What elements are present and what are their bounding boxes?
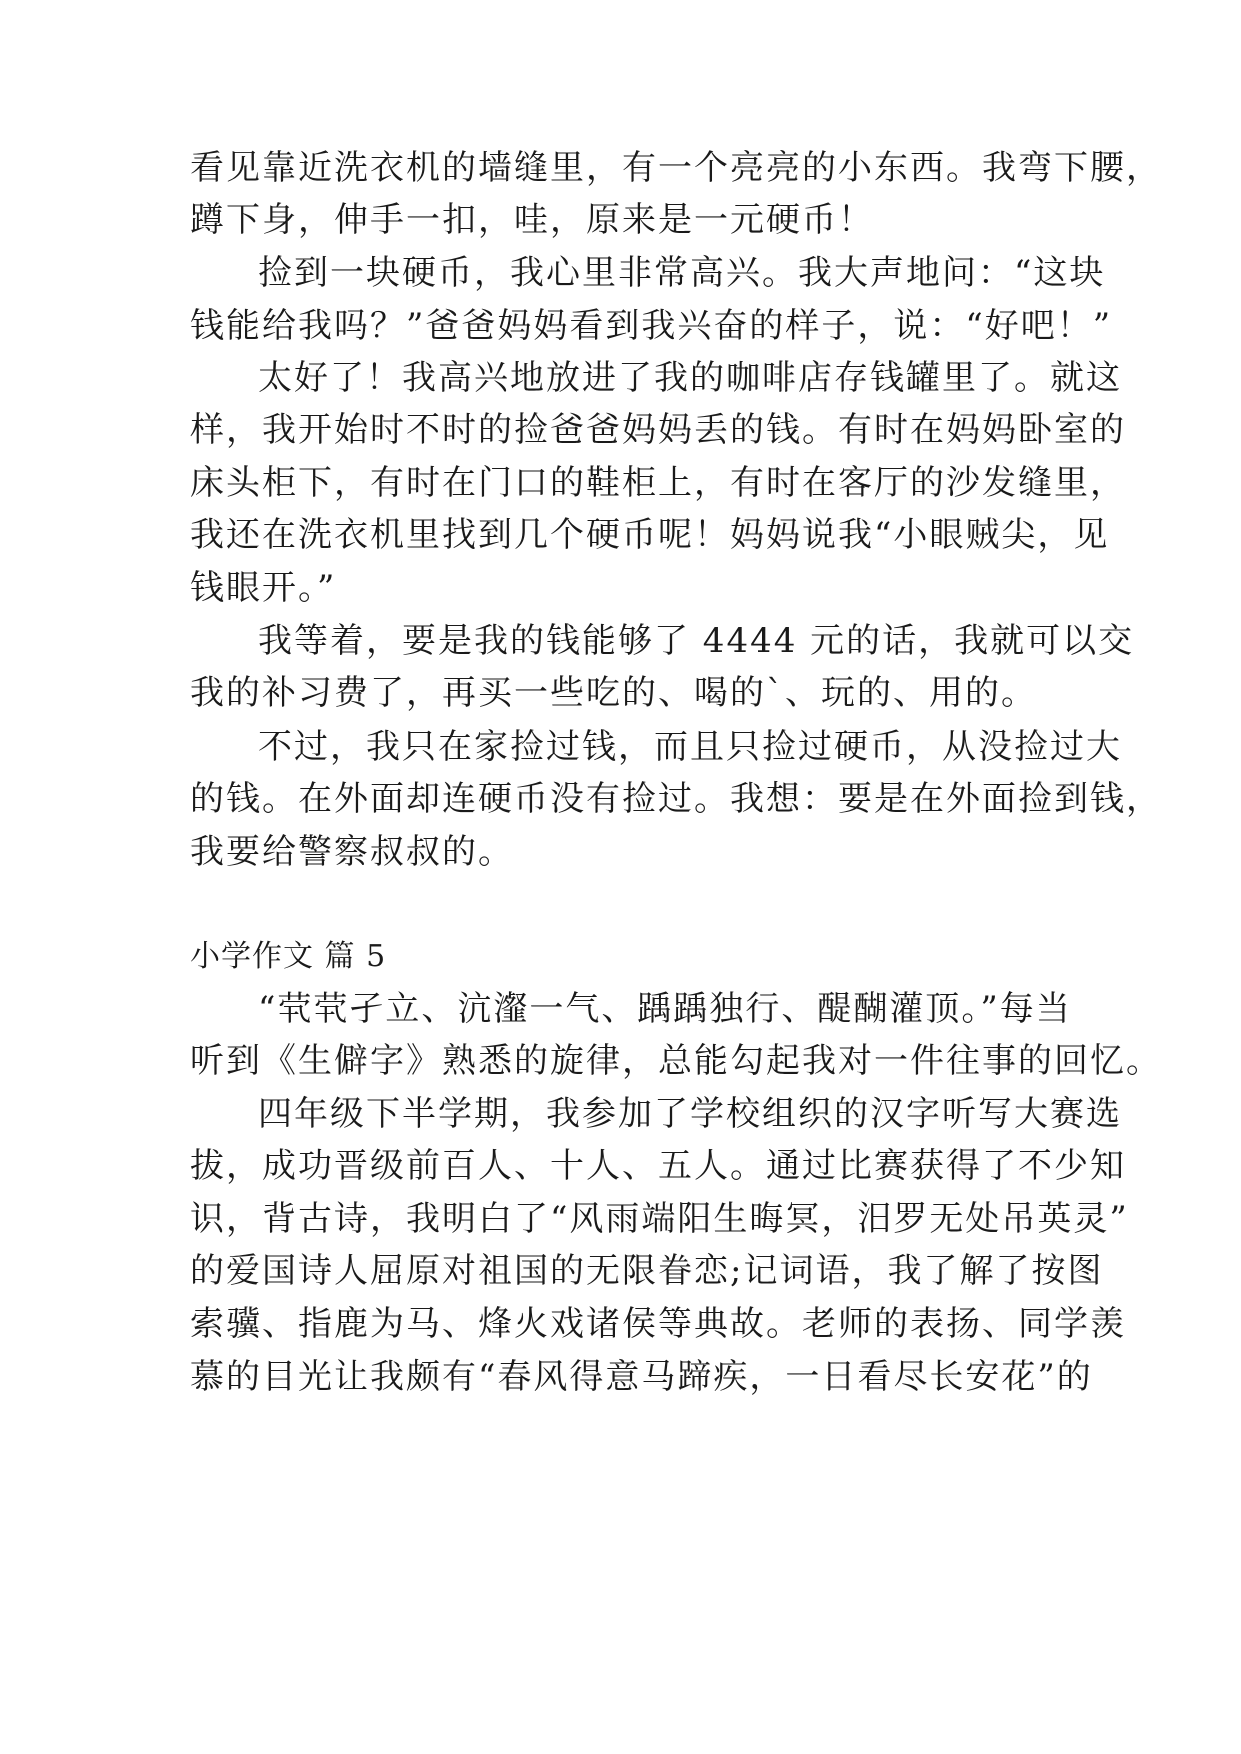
paragraph-line: 的爱国诗人屈原对祖国的无限眷恋;记词语，我了解了按图 [190, 1251, 1104, 1291]
paragraph-line: 床头柜下，有时在门口的鞋柜上，有时在客厅的沙发缝里， [190, 463, 1126, 503]
paragraph-line: 不过，我只在家捡过钱，而且只捡过硬币，从没捡过大 [258, 727, 1122, 767]
paragraph-line: 太好了！我高兴地放进了我的咖啡店存钱罐里了。就这 [258, 358, 1122, 398]
paragraph-line: 的钱。在外面却连硬币没有捡过。我想：要是在外面捡到钱， [190, 779, 1162, 819]
paragraph-line: 捡到一块硬币，我心里非常高兴。我大声地问：“这块 [258, 253, 1106, 293]
paragraph-line: 我的补习费了，再买一些吃的、喝的`、玩的、用的。 [190, 673, 1037, 713]
paragraph-line: 钱能给我吗？”爸爸妈妈看到我兴奋的样子，说：“好吧！” [190, 306, 1113, 346]
section-heading: 小学作文 篇 5 [190, 939, 387, 974]
paragraph-line: “茕茕孑立、沆瀣一气、踽踽独行、醍醐灌顶。”每当 [258, 989, 1072, 1029]
paragraph-line: 拔，成功晋级前百人、十人、五人。通过比赛获得了不少知 [190, 1146, 1126, 1186]
paragraph-line: 钱眼开。” [190, 568, 337, 608]
paragraph-line: 慕的目光让我颇有“春风得意马蹄疾，一日看尽长安花”的 [190, 1357, 1093, 1397]
paragraph-line: 我要给警察叔叔的。 [190, 832, 514, 872]
paragraph-line: 识，背古诗，我明白了“风雨端阳生晦冥，汨罗无处吊英灵” [190, 1199, 1129, 1239]
paragraph-line: 我还在洗衣机里找到几个硬币呢！妈妈说我“小眼贼尖，见 [190, 515, 1110, 555]
paragraph-line: 蹲下身，伸手一扣，哇，原来是一元硬币！ [190, 200, 874, 240]
paragraph-line: 四年级下半学期，我参加了学校组织的汉字听写大赛选 [258, 1094, 1122, 1134]
paragraph-line: 我等着，要是我的钱能够了 4444 元的话，我就可以交 [258, 621, 1135, 661]
paragraph-line: 看见靠近洗衣机的墙缝里，有一个亮亮的小东西。我弯下腰， [190, 148, 1162, 188]
paragraph-line: 样，我开始时不时的捡爸爸妈妈丢的钱。有时在妈妈卧室的 [190, 410, 1126, 450]
paragraph-line: 索骥、指鹿为马、烽火戏诸侯等典故。老师的表扬、同学羡 [190, 1304, 1126, 1344]
paragraph-line: 听到《生僻字》熟悉的旋律，总能勾起我对一件往事的回忆。 [190, 1041, 1162, 1081]
